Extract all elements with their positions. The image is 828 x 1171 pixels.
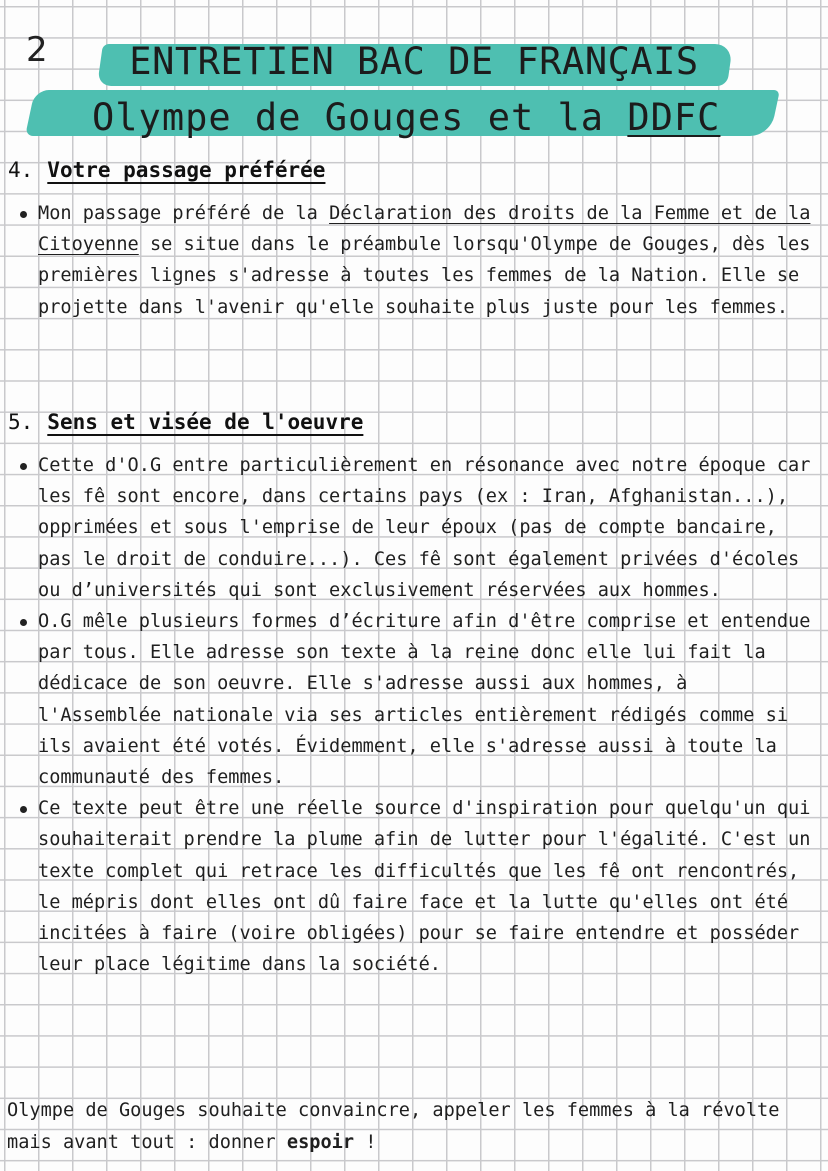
page-number: 2 [26, 30, 48, 70]
section-4-list [38, 198, 818, 323]
bullet-text: se situe dans le préambule lorsqu'Olympe de Gouges, dès les premières lignes s'adresse à toutes les femmes de la Nation. Elle se projette dans l'avenir qu'elle souhaite plus juste pour les femmes. [38, 234, 811, 318]
title-line-1 [0, 38, 828, 86]
list-item: Ce texte peut être une réelle source d'inspiration pour quelqu'un qui souhaiterait prendre la plume afin de lutter pour l'égalité. C'est un texte complet qui retrace les difficultés que les fê ont rencontrés, le mépris dont elles ont dû faire face et la lutte qu'elles ont été incitées à faire (voire obligées) pour se faire entendre et posséder leur place légitime dans la société. [38, 793, 818, 980]
section-5-heading [8, 407, 363, 437]
section-5-title: Sens et visée de l'oeuvre [47, 410, 364, 434]
section-4-title: Votre passage préférée [47, 158, 326, 182]
title-block [0, 34, 828, 144]
section-5-number: 5. [8, 410, 34, 434]
list-item: O.G mêle plusieurs formes d’écriture afin d'être comprise et entendue par tous. Elle adresse son texte à la reine donc elle lui fait la dédicace de son oeuvre. Elle s'adresse aussi aux hommes, à l'Assemblée nationale via ses articles entièrement rédigés comme si ils avaient été votés. Évidemment, elle s'adresse aussi à toute la communauté des femmes. [38, 606, 818, 793]
section-4-heading [8, 155, 325, 185]
bullet-text: Mon passage préféré de la [38, 203, 330, 224]
conclusion [7, 1095, 823, 1159]
title-line-2 [92, 94, 828, 142]
section-5-list [38, 450, 818, 980]
title-line-1-text: ENTRETIEN BAC DE FRANÇAIS [129, 40, 699, 83]
section-4-number: 4. [8, 158, 34, 182]
list-item [38, 198, 818, 323]
title-acronym: DDFC [627, 96, 721, 139]
title-line-2-text: Olympe de Gouges et la [92, 96, 628, 139]
list-item: Cette d'O.G entre particulièrement en résonance avec notre époque car les fê sont encore, dans certains pays (ex : Iran, Afghanistan...), opprimées et sous l'emprise de leur époux (pas de compte bancaire, pas le droit de conduire...). Ces fê sont également privées d'écoles ou d’universités qui sont exclusivement réservées aux hommes. [38, 450, 818, 606]
conclusion-end: ! [354, 1132, 377, 1153]
declaration-title: Déclaration des droits de la Femme et de la Citoyenne [38, 203, 811, 256]
conclusion-text: Olympe de Gouges souhaite convaincre, appeler les femmes à la révolte mais avant tout : donner [7, 1100, 780, 1153]
conclusion-bold-word: espoir [286, 1132, 355, 1153]
